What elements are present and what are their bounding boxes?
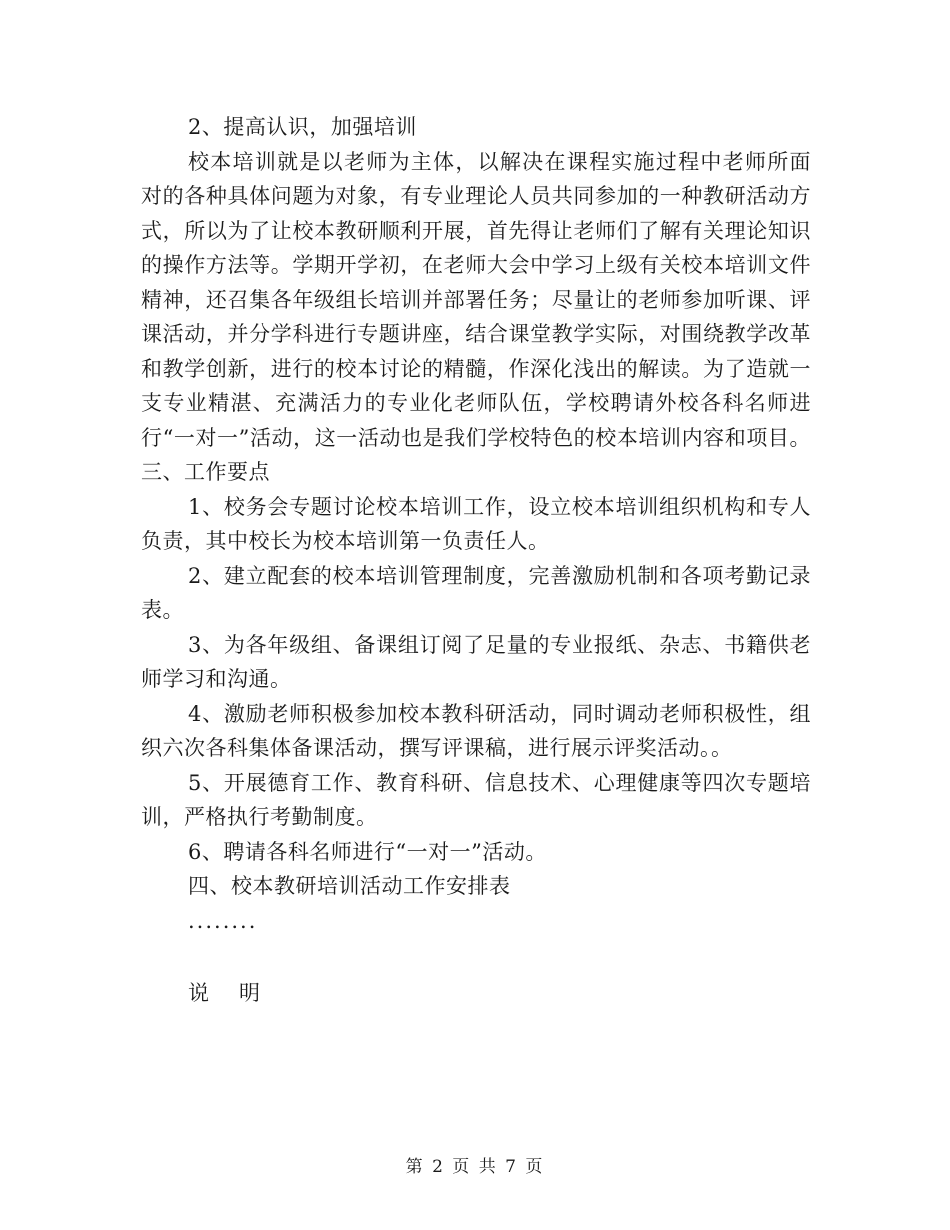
list-item-1: 1、校务会专题讨论校本培训工作，设立校本培训组织机构和专人负责，其中校长为校本培训第一负责任人。 [141,494,811,553]
page-number-footer: 第 2 页 共 7 页 [405,1157,545,1177]
paragraph-school-training: 校本培训就是以老师为主体，以解决在课程实施过程中老师所面对的各种具体问题为对象，有专业理论人员共同参加的一种教研活动方式，所以为了让校本教研顺利开展，首先得让老师们了解有关理论知识的操作方法等。学期开学初，在老师大会中学习上级有关校本培训文件精神，还召集各年级组长培训并部署任务；尽量让的老师参加听课、评课活动，并分学科进行专题讲座，结合课堂教学实际，对围绕教学改革和教学创新，进行的校本讨论的精髓，作深化浅出的解读。为了造就一支专业精湛、充满活力的专业化老师队伍，学校聘请外校各科名师进行“一对一”活动，这一活动也是我们学校特色的校本培训内容和项目。三、工作要点 [141,149,811,484]
list-item-3: 3、为各年级组、备课组订阅了足量的专业报纸、杂志、书籍供老师学习和沟通。 [141,632,811,691]
list-item-2: 2、建立配套的校本培训管理制度，完善激励机制和各项考勤记录表。 [141,563,811,622]
list-item-4: 4、激励老师积极参加校本教科研活动，同时调动老师积极性，组织六次各科集体备课活动，撰写评课稿，进行展示评奖活动。。 [141,701,811,760]
note-heading [141,976,811,1011]
note-char-2: 明 [239,981,260,1005]
list-item-5: 5、开展德育工作、教育科研、信息技术、心理健康等四次专题培训，严格执行考勤制度。 [141,770,811,829]
section-heading-schedule: 四、校本教研培训活动工作安排表 [188,874,511,898]
heading-raise-awareness: 2、提高认识，加强培训 [188,115,417,139]
note-char-1: 说 [188,981,209,1005]
document-body [141,110,811,1011]
ellipsis: ........ [188,908,258,933]
list-item-6: 6、聘请各科名师进行“一对一”活动。 [188,839,547,864]
